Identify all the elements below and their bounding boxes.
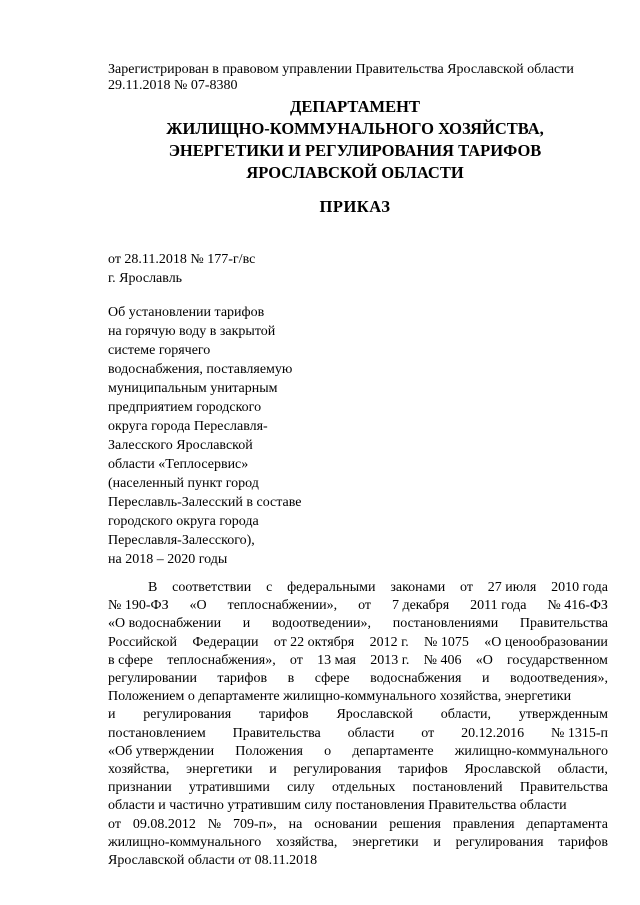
body-word: жилищно-коммунального bbox=[108, 834, 262, 850]
body-word: хозяйства, bbox=[276, 834, 338, 850]
body-word: 2013 г. bbox=[370, 652, 410, 668]
body-word: постановлением bbox=[108, 725, 206, 741]
body-word: отдельных bbox=[331, 780, 396, 796]
body-word: Правительства bbox=[519, 616, 608, 632]
body-word: 20.12.2016 bbox=[461, 725, 525, 741]
body-word: водоснабжения bbox=[370, 671, 462, 687]
body-word: федеральными bbox=[287, 580, 376, 595]
body-word: 13 мая bbox=[317, 652, 356, 668]
body-line bbox=[108, 688, 608, 706]
body-line bbox=[108, 634, 608, 652]
body-word: № 416-ФЗ bbox=[547, 598, 608, 614]
body-word: утратившими bbox=[188, 780, 270, 796]
department-line: ЖИЛИЩНО-КОММУНАЛЬНОГО ХОЗЯЙСТВА, bbox=[166, 119, 544, 138]
body-word: регулировании bbox=[108, 671, 197, 687]
body-word: постановлений bbox=[412, 780, 503, 796]
body-word: тарифов bbox=[258, 707, 309, 723]
subject-line: Об установлении тарифов bbox=[108, 305, 265, 320]
body-word: 2010 года bbox=[551, 580, 608, 595]
body-line bbox=[108, 761, 608, 779]
body-word: «О ценообразовании bbox=[484, 634, 608, 650]
order-date: от 28.11.2018 № 177-г/вс bbox=[108, 252, 256, 267]
body-word: регулирования bbox=[143, 707, 232, 723]
department-line: ЯРОСЛАВСКОЙ ОБЛАСТИ bbox=[246, 163, 464, 182]
body-word: законами bbox=[390, 580, 446, 595]
body-line bbox=[108, 652, 608, 670]
order-body bbox=[108, 579, 608, 870]
registration-line: Зарегистрирован в правовом управлении Правительства Ярославской области bbox=[108, 62, 574, 77]
body-line bbox=[108, 597, 608, 615]
body-word: департаменте bbox=[352, 743, 434, 759]
body-word: в bbox=[287, 671, 295, 687]
body-line bbox=[108, 615, 608, 633]
body-word: № 190-ФЗ bbox=[108, 598, 169, 614]
registration-note bbox=[108, 62, 574, 94]
body-word: 2012 г. bbox=[369, 634, 409, 650]
body-word: признании bbox=[108, 780, 172, 796]
body-word: 709-п», bbox=[233, 816, 277, 832]
body-word: регулирования bbox=[293, 762, 382, 778]
body-line bbox=[108, 725, 608, 743]
body-word: жилищно-коммунального bbox=[454, 743, 608, 759]
subject-line: Залесского Ярославской bbox=[108, 438, 253, 453]
body-word: от bbox=[289, 652, 303, 668]
subject-line: (населенный пункт город bbox=[108, 476, 259, 491]
body-word: области bbox=[347, 725, 395, 741]
subject-line: муниципальным унитарным bbox=[108, 381, 278, 396]
body-word: 7 декабря bbox=[391, 598, 450, 614]
body-word: о bbox=[324, 743, 332, 759]
body-word: решения bbox=[389, 816, 441, 832]
body-word: и bbox=[433, 834, 441, 850]
body-word: от bbox=[108, 816, 121, 832]
subject-line: системе горячего bbox=[108, 343, 211, 358]
body-word: «О bbox=[189, 598, 207, 614]
body-word: Федерации bbox=[192, 634, 259, 650]
body-line bbox=[108, 779, 608, 797]
body-word: тарифов bbox=[217, 671, 268, 687]
body-word: от bbox=[421, 725, 435, 741]
body-word: сфере bbox=[314, 671, 350, 687]
subject-line: Переславля-Залесского), bbox=[108, 533, 255, 548]
body-word: на bbox=[288, 816, 303, 832]
body-word: теплоснабжении», bbox=[227, 598, 338, 614]
body-word: от bbox=[358, 598, 372, 614]
body-word: правления bbox=[452, 816, 515, 832]
body-word: тарифов bbox=[558, 834, 608, 850]
body-word: «О водоснабжении bbox=[108, 616, 222, 632]
body-word: Положения bbox=[235, 743, 303, 759]
order-title: ПРИКАЗ bbox=[319, 197, 391, 216]
body-word: Ярославской области от 08.11.2018 bbox=[108, 853, 318, 869]
body-line bbox=[108, 670, 608, 688]
body-word: области и частично утратившим силу постановления Правительства области bbox=[108, 798, 567, 814]
body-word: 27 июля bbox=[487, 580, 537, 595]
body-line bbox=[108, 834, 608, 852]
body-word: Российской bbox=[108, 634, 177, 650]
body-word: № 1315-п bbox=[550, 725, 608, 741]
order-city: г. Ярославль bbox=[108, 271, 183, 286]
body-word: «Об утверждении bbox=[108, 743, 215, 759]
body-word: постановлениями bbox=[392, 616, 499, 632]
department-header bbox=[100, 96, 610, 184]
order-subject bbox=[108, 303, 302, 569]
body-word: соответствии bbox=[172, 580, 252, 595]
body-word: и bbox=[269, 762, 277, 778]
body-word: № 406 bbox=[423, 652, 462, 668]
subject-line: на 2018 – 2020 годы bbox=[108, 552, 228, 567]
subject-line: городского округа города bbox=[108, 514, 259, 529]
body-line bbox=[108, 706, 608, 724]
body-word: от 22 октября bbox=[273, 634, 355, 650]
body-word: энергетики bbox=[186, 762, 253, 778]
body-word: № 1075 bbox=[424, 634, 469, 650]
subject-line: Переславль-Залесский в составе bbox=[108, 495, 302, 510]
subject-line: на горячую воду в закрытой bbox=[108, 324, 276, 339]
body-line bbox=[108, 816, 608, 834]
body-word: области, bbox=[440, 707, 492, 723]
body-word: Правительства bbox=[519, 780, 608, 796]
body-word: Положением о департаменте жилищно-коммунального хозяйства, энергетики bbox=[108, 689, 572, 705]
body-word: государственном bbox=[507, 652, 608, 668]
body-line bbox=[108, 852, 608, 870]
body-word: тарифов bbox=[398, 762, 448, 778]
body-word: в сфере bbox=[108, 652, 153, 668]
body-word: В bbox=[148, 580, 158, 595]
body-word: и bbox=[242, 616, 251, 632]
body-word: области, bbox=[557, 762, 608, 778]
body-word: теплоснабжения», bbox=[167, 652, 276, 668]
order-meta bbox=[108, 250, 255, 288]
body-word: водоотведения», bbox=[509, 671, 608, 687]
registration-number: 29.11.2018 № 07-8380 bbox=[108, 78, 238, 93]
body-word: 2011 года bbox=[470, 598, 527, 614]
body-word: от bbox=[460, 580, 473, 595]
subject-line: предприятием городского bbox=[108, 400, 262, 415]
body-line bbox=[108, 743, 608, 761]
body-word: и bbox=[108, 707, 116, 723]
body-line bbox=[108, 579, 608, 597]
body-line bbox=[108, 797, 608, 815]
body-word: № bbox=[207, 816, 222, 832]
body-word: «О bbox=[475, 652, 493, 668]
body-word: основании bbox=[314, 816, 378, 832]
body-word: хозяйства, bbox=[108, 762, 170, 778]
body-word: силу bbox=[287, 780, 315, 796]
subject-line: области «Теплосервис» bbox=[108, 457, 249, 472]
department-line: ЭНЕРГЕТИКИ И РЕГУЛИРОВАНИЯ ТАРИФОВ bbox=[168, 141, 542, 160]
department-line: ДЕПАРТАМЕНТ bbox=[290, 97, 420, 116]
body-word: Ярославской bbox=[336, 707, 413, 723]
body-word: Ярославской bbox=[464, 762, 541, 778]
body-word: и bbox=[481, 671, 490, 687]
body-word: департамента bbox=[526, 816, 608, 832]
body-word: с bbox=[266, 580, 273, 595]
subject-line: округа города Переславля- bbox=[108, 419, 268, 434]
body-word: утвержденным bbox=[518, 707, 608, 723]
body-word: энергетики bbox=[352, 834, 419, 850]
body-word: Правительства bbox=[232, 725, 321, 741]
body-word: водоотведении», bbox=[271, 616, 372, 632]
body-word: 09.08.2012 bbox=[132, 816, 196, 832]
subject-line: водоснабжения, поставляемую bbox=[108, 362, 293, 377]
body-word: регулирования bbox=[455, 834, 544, 850]
